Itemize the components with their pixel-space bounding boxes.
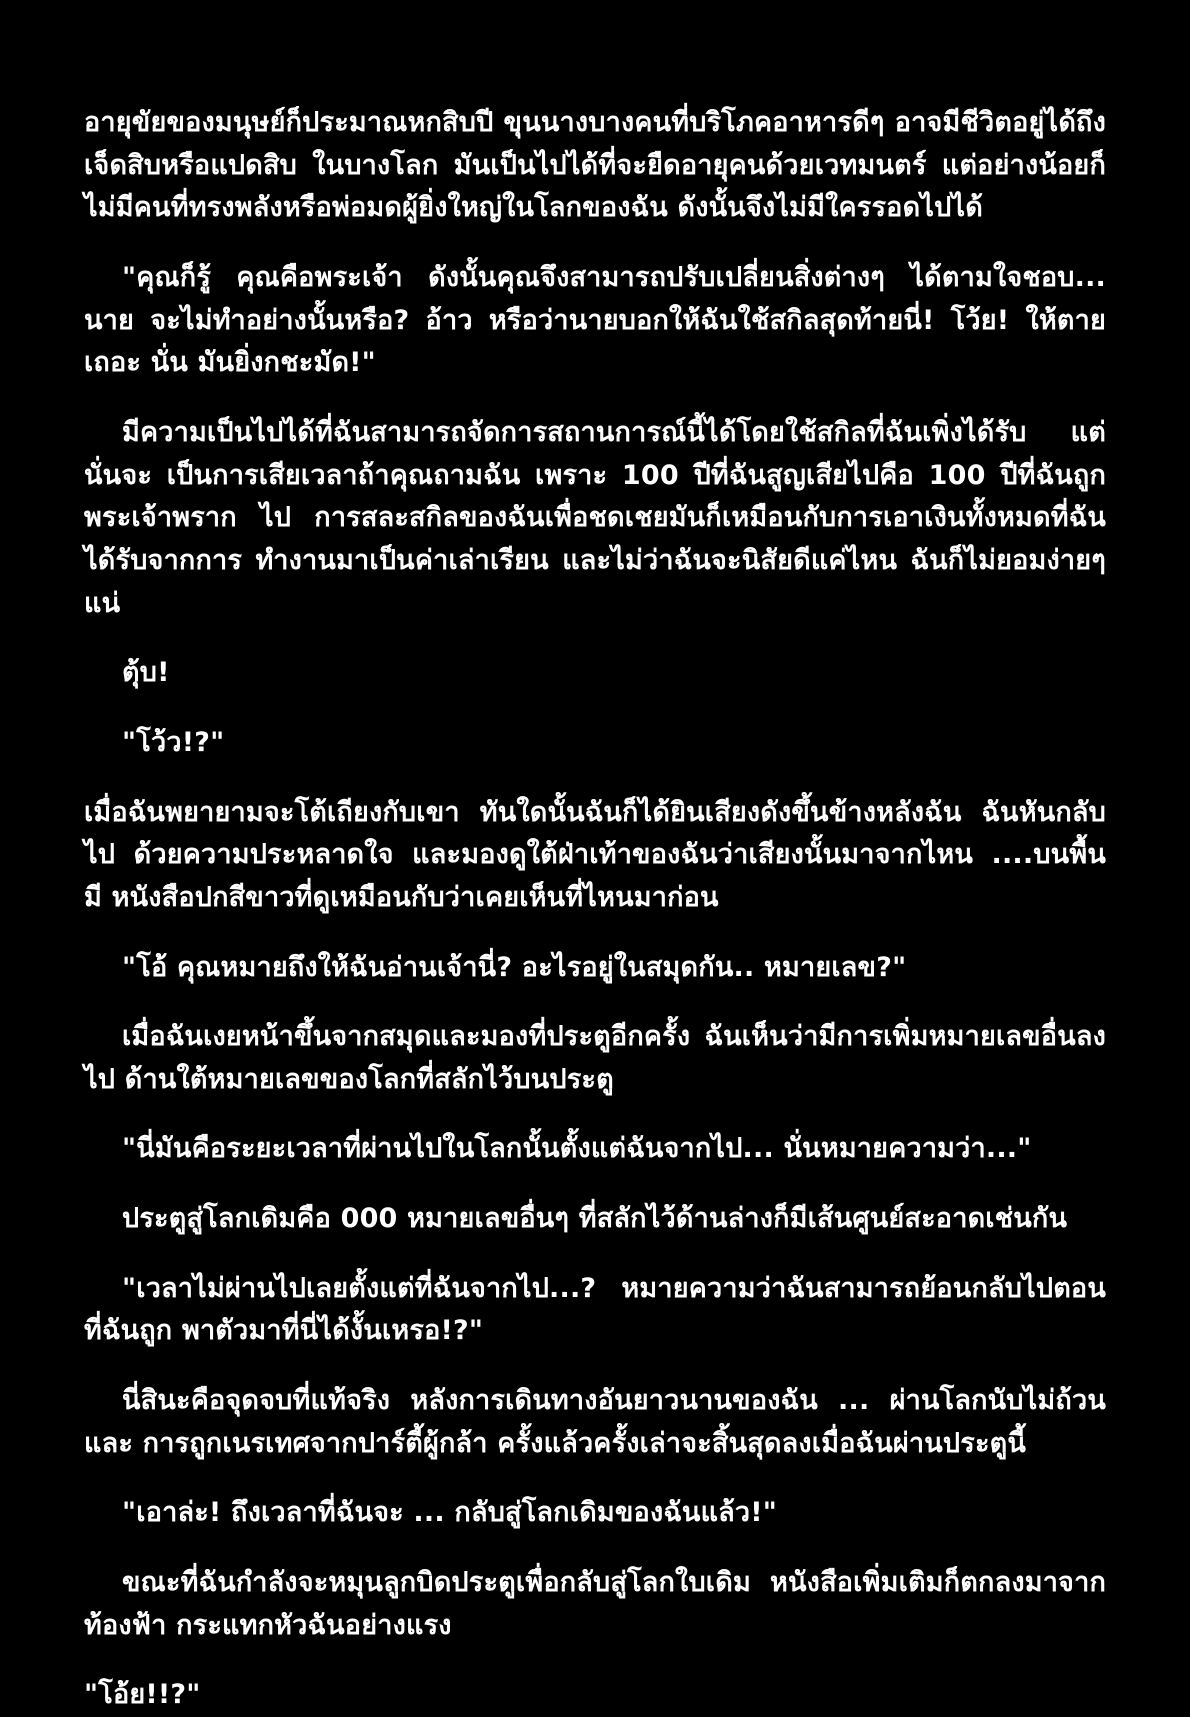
story-paragraph: ตุ้บ! [122,657,170,689]
story-paragraph: เมื่อฉันพยายามจะโต้เถียงกับเขา ทันใดนั้นฉันก็ได้ยินเสียงดังขึ้นข้างหลังฉัน ฉันหันกลับไป ด้วยความประหลาดใจ และมองดูใต้ฝ่าเท้าของฉันว่าเสียงนั้นมาจากไหน ....บนพื้น มี หนังสือปกสีขาวที่ดูเหมือนกับว่าเคยเห็นที่ไหนมาก่อน [84,796,1106,913]
story-paragraph: ขณะที่ฉันกำลังจะหมุนลูกบิดประตูเพื่อกลับสู่โลกใบเดิม หนังสือเพิ่มเติมก็ตกลงมาจาก ท้องฟ้า กระแทกหัวฉันอย่างแรง [84,1567,1106,1641]
story-paragraph: "คุณก็รู้ คุณคือพระเจ้า ดังนั้นคุณจึงสามารถปรับเปลี่ยนสิ่งต่างๆ ได้ตามใจชอบ... นาย จะไม่ทำอย่างนั้นหรือ? อ้าว หรือว่านายบอกให้ฉันใช้สกิลสุดท้ายนี่! โว้ย! ให้ตายเถอะ นั่น มันยิ่งกชะมัด!" [84,261,1106,379]
story-text-container [84,102,1106,1717]
story-paragraph: อายุขัยของมนุษย์ก็ประมาณหกสิบปี ขุนนางบางคนที่บริโภคอาหารดีๆ อาจมีชีวิตอยู่ได้ถึง เจ็ดสิบหรือแปดสิบ ในบางโลก มันเป็นไปได้ที่จะยืดอายุคนด้วยเวทมนตร์ แต่อย่างน้อยก็ ไม่มีคนที่ทรงพลังหรือพ่อมดผู้ยิ่งใหญ่ในโลกของฉัน ดังนั้นจึงไม่มีใครรอดไปได้ [84,107,1106,224]
story-paragraph: "เวลาไม่ผ่านไปเลยตั้งแต่ที่ฉันจากไป...? หมายความว่าฉันสามารถย้อนกลับไปตอนที่ฉันถูก พาตัวมาที่นี่ได้งั้นเหรอ!?" [84,1272,1106,1347]
story-paragraph: "โว้ว!?" [122,726,225,758]
story-paragraph: มีความเป็นไปได้ที่ฉันสามารถจัดการสถานการณ์นี้ได้โดยใช้สกิลที่ฉันเพิ่งได้รับ แต่นั่นจะ เป็นการเสียเวลาถ้าคุณถามฉัน เพราะ 100 ปีที่ฉันสูญเสียไปคือ 100 ปีที่ฉันถูกพระเจ้าพราก ไป การสละสกิลของฉันเพื่อชดเชยมันก็เหมือนกับการเอาเงินทั้งหมดที่ฉันได้รับจากการ ทำงานมาเป็นค่าเล่าเรียน และไม่ว่าฉันจะนิสัยดีแค่ไหน ฉันก็ไม่ยอมง่ายๆ แน่ [84,416,1106,619]
story-paragraph: ประตูสู่โลกเดิมคือ 000 หมายเลขอื่นๆ ที่สลักไว้ด้านล่างก็มีเส้นศูนย์สะอาดเช่นกัน [122,1203,1068,1235]
story-paragraph: "โอ้ คุณหมายถึงให้ฉันอ่านเจ้านี่? อะไรอยู่ในสมุดกัน.. หมายเลข?" [122,951,907,983]
story-paragraph: "เอาล่ะ! ถึงเวลาที่ฉันจะ ... กลับสู่โลกเดิมของฉันแล้ว!" [122,1497,778,1529]
story-paragraph: เมื่อฉันเงยหน้าขึ้นจากสมุดและมองที่ประตูอีกครั้ง ฉันเห็นว่ามีการเพิ่มหมายเลขอื่นลงไป ด้านใต้หมายเลขของโลกที่สลักไว้บนประตู [84,1021,1106,1095]
story-paragraph: นี่สินะคือจุดจบที่แท้จริง หลังการเดินทางอันยาวนานของฉัน ... ผ่านโลกนับไม่ถ้วนและ การถูกเนรเทศจากปาร์ตี้ผู้กล้า ครั้งแล้วครั้งเล่าจะสิ้นสุดลงเมื่อฉันผ่านประตูนี้ [84,1385,1106,1459]
story-paragraph: "นี่มันคือระยะเวลาที่ผ่านไปในโลกนั้นตั้งแต่ฉันจากไป... นั่นหมายความว่า..." [122,1133,1032,1165]
story-paragraph: "โอ้ย!!?" [84,1679,201,1711]
